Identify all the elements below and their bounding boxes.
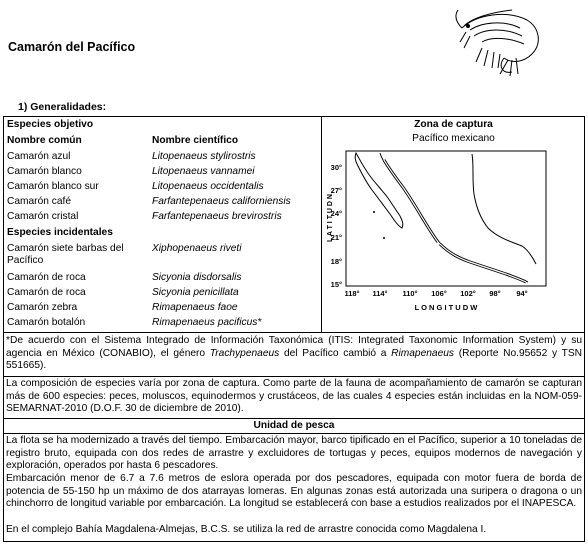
map-title: Zona de captura [414, 119, 493, 130]
objective-species-header: Especies objetivo [7, 119, 94, 130]
divider-line [3, 332, 585, 333]
species-common-name: Camarón cristal [7, 211, 79, 222]
divider-line [3, 433, 585, 434]
longitude-tick: 98° [489, 289, 501, 298]
species-scientific-name: Litopenaeus stylirostris [152, 151, 256, 162]
fishing-unit-paragraph: Embarcación menor de 6.7 a 7.6 metros de eslora operada por dos pescadores, equipada con motor fuera de borda de potencia de 55-150 hp un máximo de dos atarrayas lomeras. En algunas zonas está autorizada una suripera o dragona o un chinchorro de longitud variable por embarcación. La longitud se establecerá con base a estudios realizados por el INAPESCA. [6, 473, 582, 510]
species-common-name: Camarón azul [7, 151, 71, 162]
incidental-species-header: Especies incidentales [7, 227, 113, 238]
species-common-name: Camarón zebra [7, 302, 78, 313]
longitude-tick: 114° [372, 289, 388, 298]
fishing-unit-paragraph: La flota se ha modernizado a través del tiempo. Embarcación mayor, barco tipificado en el Pacífico, superior a 10 toneladas de registro bruto, equipada con dos redes de arrastre y excluidores de tortugas y peces, equipos modernos de navegación y exploración, operados por hasta 6 pescadores. [6, 435, 582, 472]
species-composition-text: La composición de especies varía por zona de captura. Como parte de la fauna de acompañamiento de camarón se capturan más de 600 especies: peces, moluscos, equinodermos y crustáceos, de las cuales 4 especies están incluidas en la NOM-059-SEMARNAT-2010 (D.O.F. 30 de diciembre de 2010). [6, 378, 582, 415]
longitude-tick: 106° [431, 289, 447, 298]
species-common-name: Camarón siete barbas del [7, 243, 124, 254]
latitude-tick: 15° [330, 280, 342, 289]
longitude-tick: 102° [460, 289, 476, 298]
taxonomy-footnote [6, 335, 582, 373]
latitude-tick: 27° [330, 186, 342, 195]
island-marker [373, 211, 375, 213]
longitude-tick: 118° [344, 289, 360, 298]
longitude-tick: 94° [516, 289, 528, 298]
species-common-name: Camarón de roca [7, 272, 86, 283]
species-scientific-name: Litopenaeus occidentalis [152, 181, 264, 192]
footnote-text: (Reporte No.95652 y TSN 551665). [6, 347, 582, 372]
footnote-old-genus: Trachypenaeus [209, 347, 280, 359]
footnote-text: del Pacífico cambió a [279, 347, 392, 359]
species-common-name: Camarón café [7, 196, 71, 207]
species-scientific-name: Farfantepenaeus brevirostris [152, 211, 282, 222]
scientific-name-column-header: Nombre científico [152, 135, 239, 146]
footnote-new-genus: Rimapenaeus [391, 347, 455, 359]
species-common-name: Camarón blanco [7, 166, 82, 177]
map-subtitle: Pacífico mexicano [412, 133, 495, 144]
shrimp-illustration-icon [452, 8, 548, 78]
species-scientific-name: Rimapenaeus faoe [152, 302, 238, 313]
divider-line [3, 418, 585, 419]
species-common-name: Camarón botalón [7, 317, 86, 328]
species-scientific-name: Rimapenaeus pacificus* [152, 317, 262, 328]
page-title: Camarón del Pacífico [8, 40, 136, 54]
species-common-name: Camarón de roca [7, 287, 86, 298]
species-scientific-name: Farfantepenaeus californiensis [152, 196, 291, 207]
species-scientific-name: Litopenaeus vannamei [152, 166, 255, 177]
longitude-tick: 110° [402, 289, 418, 298]
latitude-tick: 24° [330, 209, 342, 218]
species-scientific-name: Xiphopenaeus riveti [152, 243, 242, 254]
island-marker [383, 237, 385, 239]
latitude-tick: 18° [330, 257, 342, 266]
fishing-unit-paragraph: En el complejo Bahía Magdalena-Almejas, B.C.S. se utiliza la red de arrastre conocida como Magdalena I. [6, 524, 487, 535]
latitude-axis-label: L A T I T U D N [327, 194, 334, 242]
latitude-tick: 30° [330, 163, 342, 172]
species-scientific-name: Sicyonia disdorsalis [152, 272, 242, 283]
latitude-tick: 21° [330, 233, 342, 242]
fishing-unit-header: Unidad de pesca [253, 420, 335, 431]
species-scientific-name: Sicyonia penicillata [152, 287, 239, 298]
capture-zone-map [322, 146, 584, 330]
species-common-name: Camarón blanco sur [7, 181, 99, 192]
common-name-column-header: Nombre común [7, 135, 82, 146]
divider-line [3, 376, 585, 377]
footnote-text: *De acuerdo con el Sistema Integrado de Información Taxonómica (ITIS: Integrated Taxonomic Information System) y su agencia en México (CONABIO), el género [6, 335, 582, 359]
map-frame [346, 151, 546, 286]
longitude-axis-label: L O N G I T U D W [414, 303, 478, 312]
section-title: 1) Generalidades: [18, 101, 107, 113]
species-common-name-continued: Pacífico [7, 255, 44, 266]
